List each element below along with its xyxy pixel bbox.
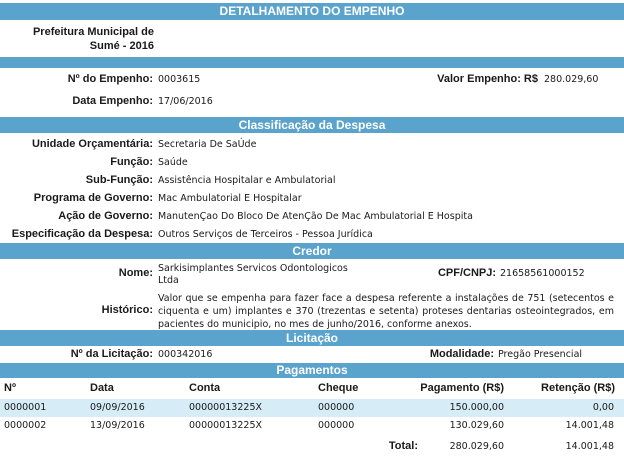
- nome-value: [158, 263, 348, 287]
- numero-licitacao-label: Nº da Licitação:: [70, 348, 153, 360]
- nome-value-line2: Ltda: [158, 275, 179, 286]
- funcao-value: Saúde: [158, 157, 188, 168]
- entity-name-line1: Prefeitura Municipal de: [32, 26, 154, 38]
- classificacao-header: [0, 117, 624, 133]
- numero-licitacao-value: 000342016: [158, 349, 213, 360]
- cell-data: 09/09/2016: [90, 402, 145, 413]
- credor-title: Credor: [292, 244, 332, 258]
- cell-cheque: 000000: [318, 420, 355, 431]
- table-row[interactable]: [0, 399, 624, 417]
- cell-cheque: 000000: [318, 402, 355, 413]
- data-empenho-label: Data Empenho:: [72, 95, 153, 107]
- pagamentos-title: Pagamentos: [276, 363, 348, 377]
- col-header-pagamento: Pagamento (R$): [420, 382, 504, 394]
- cell-retencao: 0,00: [592, 402, 614, 413]
- unidade-orcamentaria-value: Secretaria De SaÚde: [158, 139, 257, 150]
- programa-governo-label: Programa de Governo:: [33, 192, 153, 204]
- numero-empenho-label: Nº do Empenho:: [67, 73, 153, 85]
- nome-value-line1: Sarkisimplantes Servicos Odontologicos: [158, 263, 348, 274]
- cpf-cnpj-value: 21658561000152: [500, 268, 585, 279]
- col-header-cheque: Cheque: [318, 382, 359, 394]
- cell-data: 13/09/2016: [90, 420, 145, 431]
- cell-conta: 00000013225X: [189, 420, 262, 431]
- credor-header: [0, 243, 624, 259]
- table-row[interactable]: [0, 417, 624, 435]
- cell-conta: 00000013225X: [189, 402, 262, 413]
- col-header-conta: Conta: [189, 382, 221, 394]
- funcao-label: Função:: [110, 156, 153, 168]
- licitacao-title: Licitação: [285, 331, 339, 345]
- valor-empenho-label: Valor Empenho: R$: [437, 73, 538, 85]
- valor-empenho-value: 280.029,60: [544, 74, 599, 85]
- historico-label: Histórico:: [101, 304, 153, 316]
- page-title: DETALHAMENTO DO EMPENHO: [219, 4, 405, 18]
- col-header-numero: Nº: [4, 382, 16, 394]
- sub-funcao-label: Sub-Função:: [85, 174, 153, 186]
- especificacao-despesa-value: Outros Serviços de Terceiros - Pessoa Jurídica: [158, 229, 373, 240]
- entity-name-line2: Sumé - 2016: [89, 40, 154, 52]
- historico-value: Valor que se empenha para fazer face a despesa referente a instalações de 751 (setecentos e ciquenta e um) implantes e 370 (trezentas e setenta) proteses dentarias osteointegrados, em pacientes do municipio, no mes de junho/2016, conforme anexos.: [158, 293, 614, 330]
- especificacao-despesa-label: Especificação da Despesa:: [11, 228, 153, 240]
- nome-label: Nome:: [118, 267, 153, 279]
- entity-name: [0, 25, 154, 53]
- pagamentos-header: [0, 363, 624, 378]
- sub-funcao-value: Assistência Hospitalar e Ambulatorial: [158, 175, 336, 186]
- programa-governo-value: Mac Ambulatorial E Hospitalar: [158, 193, 302, 204]
- cpf-cnpj-label: CPF/CNPJ:: [437, 267, 496, 279]
- modalidade-value: Pregão Presencial: [498, 349, 583, 360]
- total-retencao-value: 14.001,48: [565, 441, 614, 452]
- unidade-orcamentaria-label: Unidade Orçamentária:: [31, 138, 153, 150]
- col-header-retencao: Retenção (R$): [541, 382, 615, 394]
- cell-pagamento: 130.029,60: [449, 420, 504, 431]
- licitacao-header: [0, 330, 624, 346]
- numero-empenho-value: 0003615: [158, 74, 201, 85]
- col-header-data: Data: [90, 382, 114, 394]
- classificacao-title: Classificação da Despesa: [238, 118, 386, 132]
- modalidade-label: Modalidade:: [429, 348, 494, 360]
- page-title-bar: [0, 3, 624, 20]
- total-label: Total:: [388, 440, 418, 452]
- data-empenho-value: 17/06/2016: [158, 96, 213, 107]
- acao-governo-label: Ação de Governo:: [58, 210, 153, 222]
- cell-pagamento: 150.000,00: [449, 402, 504, 413]
- divider-bar: [0, 57, 624, 68]
- cell-retencao: 14.001,48: [565, 420, 614, 431]
- cell-numero: 0000002: [4, 420, 47, 431]
- acao-governo-value: ManutenÇao Do Bloco De AtenÇão De Mac Ambulatorial E Hospita: [158, 211, 473, 222]
- cell-numero: 0000001: [4, 402, 47, 413]
- total-pagamento-value: 280.029,60: [449, 441, 504, 452]
